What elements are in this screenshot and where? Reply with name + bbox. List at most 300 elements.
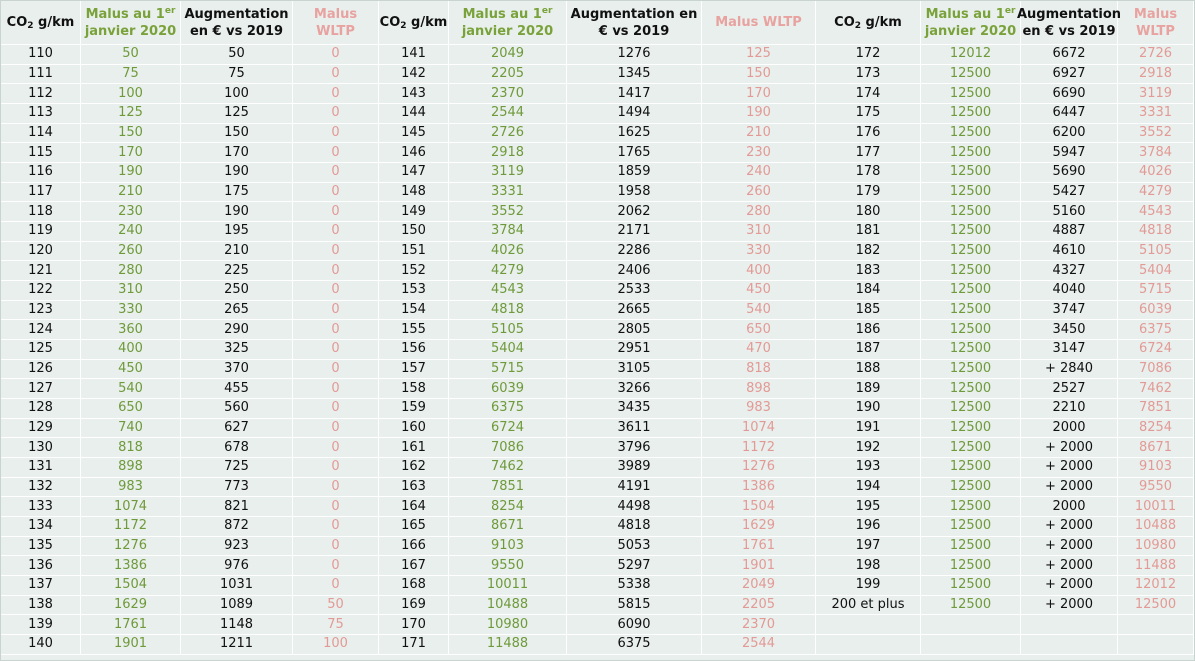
cell-aug: 4887 <box>1021 222 1118 241</box>
cell-co2: 128 <box>1 399 81 418</box>
cell-co2: 114 <box>1 124 81 143</box>
table-row <box>1 163 1194 183</box>
header-malus-superscript: er <box>164 5 176 16</box>
header-malus-date: janvier 2020 <box>84 23 177 39</box>
cell-malus: 3552 <box>449 202 567 221</box>
cell-aug: 3611 <box>567 419 702 438</box>
cell-co2: 176 <box>816 124 921 143</box>
cell-wltp: 0 <box>293 104 379 123</box>
cell-wltp: 0 <box>293 399 379 418</box>
cell-co2: 161 <box>379 438 449 457</box>
cell-co2: 171 <box>379 635 449 654</box>
cell-malus: 12500 <box>921 84 1021 103</box>
header-wltp-label: Malus WLTP <box>715 15 802 30</box>
cell-co2: 187 <box>816 340 921 359</box>
cell-co2: 153 <box>379 281 449 300</box>
cell-wltp: 3119 <box>1118 84 1194 103</box>
cell-aug: 325 <box>181 340 293 359</box>
header-co2-subscript: 2 <box>854 21 862 31</box>
header-aug-1 <box>181 1 293 44</box>
cell-co2: 191 <box>816 419 921 438</box>
cell-wltp: 2918 <box>1118 65 1194 84</box>
cell-malus: 3784 <box>449 222 567 241</box>
cell-aug: 100 <box>181 84 293 103</box>
cell-wltp: 230 <box>702 143 816 162</box>
cell-co2: 113 <box>1 104 81 123</box>
cell-co2: 189 <box>816 379 921 398</box>
cell-aug: + 2000 <box>1021 458 1118 477</box>
header-wltp-3 <box>1118 1 1194 44</box>
cell-malus: 12500 <box>921 320 1021 339</box>
cell-co2: 126 <box>1 360 81 379</box>
header-malus-label: Malus au 1 <box>925 6 1005 22</box>
header-wltp-2 <box>702 1 816 44</box>
cell-aug: + 2000 <box>1021 556 1118 575</box>
cell-co2: 145 <box>379 124 449 143</box>
cell-aug: 6090 <box>567 615 702 634</box>
cell-co2: 111 <box>1 65 81 84</box>
header-co2-subscript: 2 <box>27 21 34 31</box>
cell-wltp: 0 <box>293 183 379 202</box>
cell-wltp: 0 <box>293 124 379 143</box>
header-wltp-1 <box>293 1 379 44</box>
cell-malus: 260 <box>81 242 181 261</box>
cell-wltp <box>1118 635 1194 654</box>
header-co2-text <box>7 14 75 31</box>
cell-malus: 1276 <box>81 537 181 556</box>
cell-wltp: 240 <box>702 163 816 182</box>
header-aug-label: Augmentation en € vs 2019 <box>570 6 698 39</box>
table-row <box>1 458 1194 478</box>
cell-wltp: 100 <box>293 635 379 654</box>
table-row <box>1 379 1194 399</box>
cell-malus: 1504 <box>81 576 181 595</box>
cell-co2: 197 <box>816 537 921 556</box>
cell-co2: 125 <box>1 340 81 359</box>
cell-malus: 12500 <box>921 537 1021 556</box>
cell-aug: 1089 <box>181 596 293 615</box>
cell-aug: + 2000 <box>1021 517 1118 536</box>
cell-co2 <box>816 615 921 634</box>
cell-co2: 133 <box>1 497 81 516</box>
cell-wltp: 2370 <box>702 615 816 634</box>
cell-co2: 131 <box>1 458 81 477</box>
cell-wltp: 8671 <box>1118 438 1194 457</box>
cell-aug: 3147 <box>1021 340 1118 359</box>
cell-aug: 2000 <box>1021 419 1118 438</box>
header-co2-text <box>380 14 448 31</box>
cell-co2: 194 <box>816 478 921 497</box>
cell-malus: 12500 <box>921 65 1021 84</box>
cell-aug: 3747 <box>1021 301 1118 320</box>
header-malus-date: janvier 2020 <box>461 23 554 39</box>
cell-aug: 1345 <box>567 65 702 84</box>
cell-aug: 5297 <box>567 556 702 575</box>
cell-malus: 9550 <box>449 556 567 575</box>
cell-co2: 149 <box>379 202 449 221</box>
cell-wltp: 540 <box>702 301 816 320</box>
header-malus-label: Malus au 1 <box>462 6 542 22</box>
cell-aug: 4327 <box>1021 261 1118 280</box>
cell-co2: 117 <box>1 183 81 202</box>
cell-wltp: 10980 <box>1118 537 1194 556</box>
table-row <box>1 183 1194 203</box>
cell-aug: 290 <box>181 320 293 339</box>
cell-wltp: 4543 <box>1118 202 1194 221</box>
cell-malus: 450 <box>81 360 181 379</box>
cell-malus: 100 <box>81 84 181 103</box>
header-malus-superscript: er <box>1004 5 1016 16</box>
cell-wltp: 1386 <box>702 478 816 497</box>
table-row <box>1 301 1194 321</box>
cell-wltp: 330 <box>702 242 816 261</box>
cell-wltp: 0 <box>293 163 379 182</box>
cell-co2: 200 et plus <box>816 596 921 615</box>
cell-co2: 141 <box>379 45 449 64</box>
cell-malus: 818 <box>81 438 181 457</box>
cell-malus: 740 <box>81 419 181 438</box>
cell-aug: 5815 <box>567 596 702 615</box>
cell-aug: + 2000 <box>1021 576 1118 595</box>
table-row <box>1 596 1194 616</box>
cell-malus: 12500 <box>921 104 1021 123</box>
cell-co2: 150 <box>379 222 449 241</box>
cell-co2: 143 <box>379 84 449 103</box>
cell-aug: 175 <box>181 183 293 202</box>
cell-malus: 6375 <box>449 399 567 418</box>
header-co2-unit: g/km <box>406 15 448 30</box>
cell-wltp: 0 <box>293 458 379 477</box>
table-row <box>1 281 1194 301</box>
cell-aug: 250 <box>181 281 293 300</box>
cell-malus: 12500 <box>921 242 1021 261</box>
cell-co2: 142 <box>379 65 449 84</box>
cell-co2: 116 <box>1 163 81 182</box>
cell-co2: 198 <box>816 556 921 575</box>
header-malus-date: janvier 2020 <box>924 23 1017 39</box>
table-row <box>1 419 1194 439</box>
cell-wltp: 260 <box>702 183 816 202</box>
cell-wltp: 0 <box>293 222 379 241</box>
cell-malus: 2370 <box>449 84 567 103</box>
table-row <box>1 320 1194 340</box>
table-row <box>1 202 1194 222</box>
cell-malus: 7086 <box>449 438 567 457</box>
cell-malus: 125 <box>81 104 181 123</box>
cell-aug: 976 <box>181 556 293 575</box>
cell-co2: 167 <box>379 556 449 575</box>
header-malus-text <box>925 6 1016 40</box>
cell-co2: 124 <box>1 320 81 339</box>
cell-wltp: 6039 <box>1118 301 1194 320</box>
cell-wltp: 5404 <box>1118 261 1194 280</box>
cell-aug: 3450 <box>1021 320 1118 339</box>
cell-aug: 3105 <box>567 360 702 379</box>
cell-aug: 2210 <box>1021 399 1118 418</box>
cell-aug: 210 <box>181 242 293 261</box>
header-wltp-text <box>715 14 802 31</box>
cell-co2: 165 <box>379 517 449 536</box>
cell-malus: 4818 <box>449 301 567 320</box>
cell-wltp: 12500 <box>1118 596 1194 615</box>
cell-co2: 177 <box>816 143 921 162</box>
cell-malus: 12500 <box>921 576 1021 595</box>
cell-aug: 6927 <box>1021 65 1118 84</box>
cell-aug: 3435 <box>567 399 702 418</box>
cell-aug: 6690 <box>1021 84 1118 103</box>
cell-wltp: 0 <box>293 45 379 64</box>
header-aug-text <box>181 6 292 40</box>
cell-co2: 112 <box>1 84 81 103</box>
cell-aug: 5053 <box>567 537 702 556</box>
cell-co2: 130 <box>1 438 81 457</box>
cell-malus: 280 <box>81 261 181 280</box>
cell-wltp: 4026 <box>1118 163 1194 182</box>
table-row <box>1 242 1194 262</box>
header-aug-label: Augmentation en € vs 2019 <box>184 6 289 39</box>
cell-aug: 4818 <box>567 517 702 536</box>
table-row <box>1 517 1194 537</box>
cell-co2: 156 <box>379 340 449 359</box>
cell-co2: 175 <box>816 104 921 123</box>
cell-malus: 10980 <box>449 615 567 634</box>
cell-malus: 983 <box>81 478 181 497</box>
cell-wltp: 818 <box>702 360 816 379</box>
cell-co2: 138 <box>1 596 81 615</box>
cell-wltp: 0 <box>293 478 379 497</box>
cell-co2: 169 <box>379 596 449 615</box>
cell-wltp: 0 <box>293 497 379 516</box>
cell-malus: 190 <box>81 163 181 182</box>
cell-wltp: 210 <box>702 124 816 143</box>
cell-malus: 12500 <box>921 360 1021 379</box>
cell-wltp: 12012 <box>1118 576 1194 595</box>
cell-co2: 136 <box>1 556 81 575</box>
cell-malus: 4279 <box>449 261 567 280</box>
cell-co2: 120 <box>1 242 81 261</box>
cell-malus: 8671 <box>449 517 567 536</box>
cell-wltp: 125 <box>702 45 816 64</box>
cell-co2: 129 <box>1 419 81 438</box>
cell-aug: + 2000 <box>1021 537 1118 556</box>
cell-aug: 560 <box>181 399 293 418</box>
cell-wltp: 5105 <box>1118 242 1194 261</box>
cell-aug: 125 <box>181 104 293 123</box>
cell-malus: 12500 <box>921 379 1021 398</box>
cell-malus: 12500 <box>921 517 1021 536</box>
cell-malus: 12500 <box>921 163 1021 182</box>
cell-wltp: 1276 <box>702 458 816 477</box>
cell-co2: 181 <box>816 222 921 241</box>
cell-malus: 12500 <box>921 340 1021 359</box>
cell-aug: 627 <box>181 419 293 438</box>
cell-co2: 190 <box>816 399 921 418</box>
table-row <box>1 576 1194 596</box>
cell-wltp: 983 <box>702 399 816 418</box>
cell-wltp: 450 <box>702 281 816 300</box>
cell-aug: 2665 <box>567 301 702 320</box>
cell-malus: 8254 <box>449 497 567 516</box>
cell-malus: 3119 <box>449 163 567 182</box>
table-row <box>1 222 1194 242</box>
cell-co2: 180 <box>816 202 921 221</box>
cell-wltp: 0 <box>293 537 379 556</box>
cell-aug: 4610 <box>1021 242 1118 261</box>
cell-malus: 12500 <box>921 596 1021 615</box>
header-co2-label: CO <box>379 15 401 30</box>
cell-wltp: 4818 <box>1118 222 1194 241</box>
table-row <box>1 261 1194 281</box>
cell-wltp: 280 <box>702 202 816 221</box>
cell-wltp: 0 <box>293 556 379 575</box>
cell-aug: 2805 <box>567 320 702 339</box>
cell-malus: 1172 <box>81 517 181 536</box>
cell-wltp: 10011 <box>1118 497 1194 516</box>
header-co2-unit: g/km <box>861 15 902 30</box>
cell-wltp: 7086 <box>1118 360 1194 379</box>
cell-co2: 192 <box>816 438 921 457</box>
cell-malus: 7851 <box>449 478 567 497</box>
cell-co2: 157 <box>379 360 449 379</box>
cell-wltp: 0 <box>293 261 379 280</box>
cell-malus: 12500 <box>921 556 1021 575</box>
cell-aug: 1958 <box>567 183 702 202</box>
header-co2-2 <box>379 1 449 44</box>
cell-co2: 132 <box>1 478 81 497</box>
header-co2-label: CO <box>834 15 855 30</box>
header-co2-subscript: 2 <box>400 21 407 31</box>
cell-co2: 199 <box>816 576 921 595</box>
cell-malus: 2049 <box>449 45 567 64</box>
header-malus-text <box>85 6 176 40</box>
cell-co2: 185 <box>816 301 921 320</box>
cell-co2: 193 <box>816 458 921 477</box>
cell-aug: 2171 <box>567 222 702 241</box>
header-aug-text <box>567 6 701 40</box>
cell-malus: 240 <box>81 222 181 241</box>
header-malus-text <box>462 6 553 40</box>
cell-co2: 127 <box>1 379 81 398</box>
cell-co2: 186 <box>816 320 921 339</box>
cell-malus: 9103 <box>449 537 567 556</box>
cell-wltp: 75 <box>293 615 379 634</box>
cell-malus: 1386 <box>81 556 181 575</box>
cell-aug: 2062 <box>567 202 702 221</box>
cell-aug: 821 <box>181 497 293 516</box>
cell-malus: 6039 <box>449 379 567 398</box>
cell-wltp: 190 <box>702 104 816 123</box>
cell-wltp: 9103 <box>1118 458 1194 477</box>
cell-aug: 5160 <box>1021 202 1118 221</box>
cell-aug: 6672 <box>1021 45 1118 64</box>
cell-malus: 12500 <box>921 419 1021 438</box>
cell-wltp: 8254 <box>1118 419 1194 438</box>
cell-wltp: 898 <box>702 379 816 398</box>
cell-wltp: 5715 <box>1118 281 1194 300</box>
cell-co2: 195 <box>816 497 921 516</box>
cell-co2: 158 <box>379 379 449 398</box>
cell-aug: + 2000 <box>1021 596 1118 615</box>
cell-co2: 155 <box>379 320 449 339</box>
cell-co2: 170 <box>379 615 449 634</box>
table-row <box>1 399 1194 419</box>
cell-wltp: 0 <box>293 340 379 359</box>
cell-malus <box>921 635 1021 654</box>
table-row <box>1 340 1194 360</box>
cell-malus: 170 <box>81 143 181 162</box>
cell-aug: + 2000 <box>1021 478 1118 497</box>
table-row <box>1 360 1194 380</box>
cell-co2: 162 <box>379 458 449 477</box>
cell-co2: 148 <box>379 183 449 202</box>
cell-malus: 330 <box>81 301 181 320</box>
cell-malus: 12500 <box>921 222 1021 241</box>
cell-malus: 5404 <box>449 340 567 359</box>
cell-aug: 150 <box>181 124 293 143</box>
cell-malus: 12500 <box>921 183 1021 202</box>
header-row <box>1 1 1194 45</box>
header-co2-1 <box>1 1 81 44</box>
cell-aug: 1148 <box>181 615 293 634</box>
cell-co2: 144 <box>379 104 449 123</box>
cell-malus: 50 <box>81 45 181 64</box>
cell-malus: 7462 <box>449 458 567 477</box>
cell-wltp: 0 <box>293 84 379 103</box>
cell-aug: 2951 <box>567 340 702 359</box>
cell-wltp: 10488 <box>1118 517 1194 536</box>
cell-aug: 3796 <box>567 438 702 457</box>
cell-malus <box>921 615 1021 634</box>
cell-wltp: 0 <box>293 320 379 339</box>
cell-malus: 6724 <box>449 419 567 438</box>
cell-wltp: 0 <box>293 301 379 320</box>
cell-co2: 134 <box>1 517 81 536</box>
cell-co2: 147 <box>379 163 449 182</box>
cell-wltp: 170 <box>702 84 816 103</box>
cell-wltp: 0 <box>293 419 379 438</box>
table-row <box>1 497 1194 517</box>
table-row <box>1 478 1194 498</box>
cell-aug: 1625 <box>567 124 702 143</box>
cell-malus: 1074 <box>81 497 181 516</box>
cell-wltp <box>1118 615 1194 634</box>
cell-co2: 183 <box>816 261 921 280</box>
cell-aug: + 2840 <box>1021 360 1118 379</box>
cell-wltp: 0 <box>293 360 379 379</box>
cell-co2: 139 <box>1 615 81 634</box>
cell-malus: 5105 <box>449 320 567 339</box>
cell-wltp: 11488 <box>1118 556 1194 575</box>
cell-wltp: 6375 <box>1118 320 1194 339</box>
table-row <box>1 615 1194 635</box>
cell-co2: 135 <box>1 537 81 556</box>
table-row <box>1 143 1194 163</box>
cell-co2: 154 <box>379 301 449 320</box>
cell-malus: 310 <box>81 281 181 300</box>
cell-malus: 360 <box>81 320 181 339</box>
cell-aug <box>1021 635 1118 654</box>
cell-malus: 2918 <box>449 143 567 162</box>
cell-malus: 12500 <box>921 143 1021 162</box>
cell-aug: 5338 <box>567 576 702 595</box>
cell-co2: 182 <box>816 242 921 261</box>
cell-aug: 4040 <box>1021 281 1118 300</box>
cell-aug: 1417 <box>567 84 702 103</box>
cell-co2: 152 <box>379 261 449 280</box>
cell-aug: 170 <box>181 143 293 162</box>
table-row <box>1 84 1194 104</box>
cell-aug: 2527 <box>1021 379 1118 398</box>
